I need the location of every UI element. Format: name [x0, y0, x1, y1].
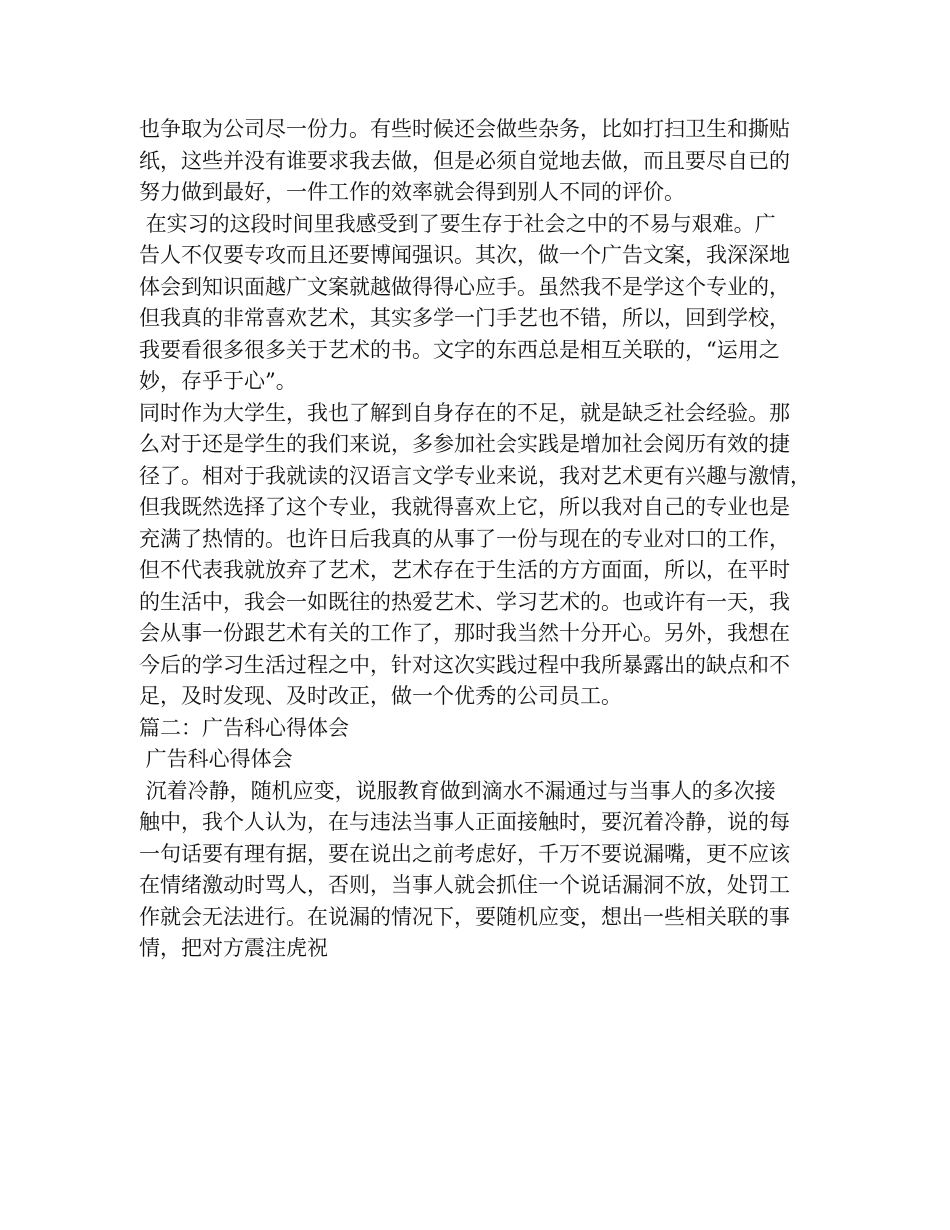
- text-line: 但不代表我就放弃了艺术，艺术存在于生活的方方面面，所以，在平时: [139, 558, 790, 582]
- text-line: 告人不仅要专攻而且还要博闻强识。其次，做一个广告文案，我深深地: [139, 243, 790, 267]
- text-line: 一句话要有理有据，要在说出之前考虑好，千万不要说漏嘴，更不应该: [139, 841, 790, 866]
- section-title: 广告科心得体会: [139, 747, 293, 771]
- document-body: [139, 114, 819, 965]
- text-line: 的生活中，我会一如既往的热爱艺术、学习艺术的。也或许有一天，我: [139, 589, 790, 614]
- text-line: 作就会无法进行。在说漏的情况下，要随机应变，想出一些相关联的事: [139, 904, 790, 929]
- text-line: 妙，存乎于心”。: [139, 369, 297, 393]
- text-line: 努力做到最好，一件工作的效率就会得到别人不同的评价。: [139, 180, 685, 204]
- text-line: 体会到知识面越广文案就越做得得心应手。虽然我不是学这个专业的，: [139, 274, 790, 299]
- text-line: 么对于还是学生的我们来说，多参加社会实践是增加社会阅历有效的捷: [139, 432, 790, 456]
- text-line: 会从事一份跟艺术有关的工作了，那时我当然十分开心。另外，我想在: [139, 621, 790, 645]
- text-line: 足，及时发现、及时改正，做一个优秀的公司员工。: [139, 684, 622, 708]
- text-line: 在实习的这段时间里我感受到了要生存于社会之中的不易与艰难。广: [139, 211, 776, 236]
- section-heading: 篇二：广告科心得体会: [139, 715, 349, 740]
- text-line: 但我真的非常喜欢艺术，其实多学一门手艺也不错，所以，回到学校，: [139, 306, 790, 330]
- text-line: 也争取为公司尽一份力。有些时候还会做些杂务，比如打扫卫生和撕贴: [139, 117, 790, 141]
- text-line: 今后的学习生活过程之中，针对这次实践过程中我所暴露出的缺点和不: [139, 652, 790, 677]
- text-line: 情，把对方震注虎祝: [139, 936, 328, 960]
- text-line: 我要看很多很多关于艺术的书。文字的东西总是相互关联的，“运用之: [139, 337, 780, 362]
- text-line: 同时作为大学生，我也了解到自身存在的不足，就是缺乏社会经验。那: [139, 400, 790, 425]
- text-line: 触中，我个人认为，在与违法当事人正面接触时，要沉着冷静，说的每: [139, 810, 790, 834]
- text-line: 充满了热情的。也许日后我真的从事了一份与现在的专业对口的工作，: [139, 526, 790, 551]
- text-line: 纸，这些并没有谁要求我去做，但是必须自觉地去做，而且要尽自已的: [139, 148, 790, 173]
- text-line: 但我既然选择了这个专业，我就得喜欢上它，所以我对自己的专业也是: [139, 495, 790, 519]
- text-line: 在情绪激动时骂人，否则，当事人就会抓住一个说话漏洞不放，处罚工: [139, 873, 790, 897]
- text-line: 径了。相对于我就读的汉语言文学专业来说，我对艺术更有兴趣与激情，: [139, 463, 811, 488]
- text-line: 沉着冷静，随机应变，说服教育做到滴水不漏通过与当事人的多次接: [139, 778, 776, 803]
